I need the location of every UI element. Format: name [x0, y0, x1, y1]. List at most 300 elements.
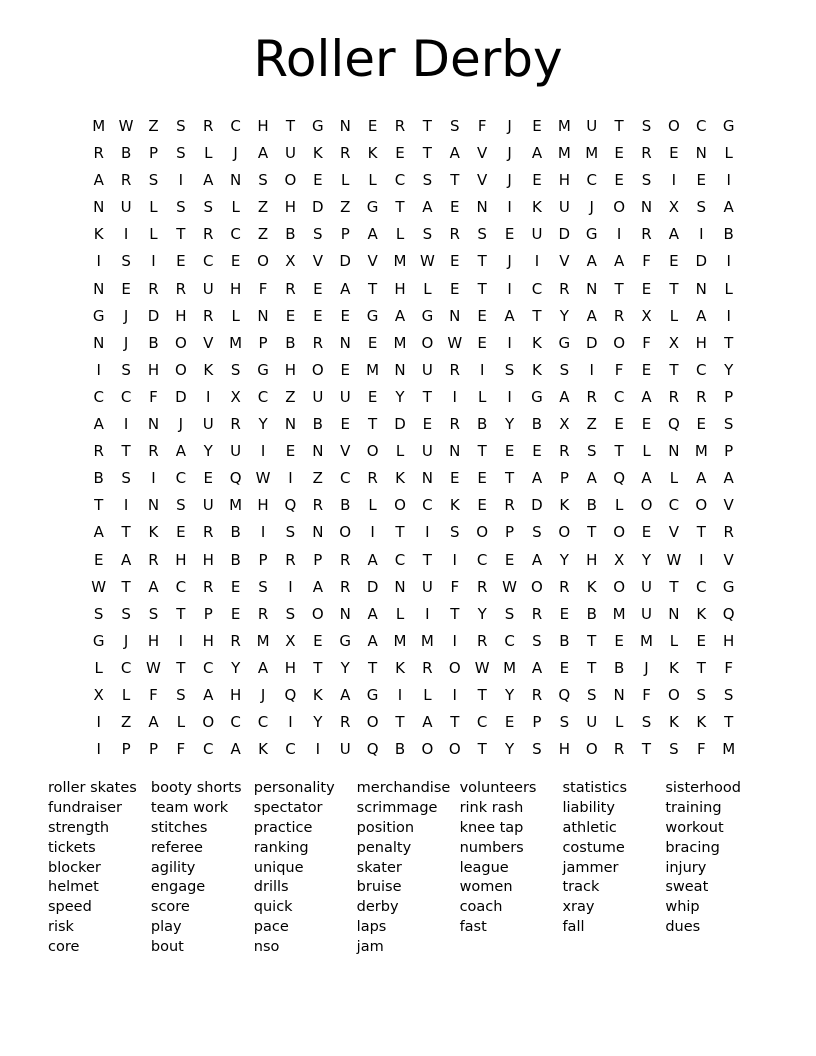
grid-letter: T: [285, 117, 296, 135]
grid-letter: T: [121, 523, 131, 542]
grid-letter: A: [531, 658, 543, 677]
grid-letter: F: [149, 387, 158, 406]
grid-letter: I: [288, 577, 293, 596]
grid-letter: Q: [722, 604, 735, 623]
grid-letter: I: [288, 469, 293, 488]
grid-letter: A: [340, 279, 351, 298]
grid-letter: X: [230, 387, 241, 406]
grid-letter: Z: [148, 117, 159, 135]
grid-letter: E: [532, 442, 542, 461]
grid-letter: R: [394, 117, 406, 135]
grid-letter: L: [614, 713, 624, 732]
grid-letter: C: [504, 631, 515, 650]
grid-letter: N: [93, 198, 105, 217]
grid-letter: I: [534, 252, 540, 271]
grid-letter: T: [477, 740, 487, 759]
grid-letter: A: [257, 658, 269, 677]
grid-letter: T: [724, 333, 734, 352]
grid-letter: T: [587, 658, 597, 677]
grid-letter: H: [586, 550, 598, 569]
grid-letter: B: [285, 333, 296, 352]
grid-letter: R: [641, 144, 652, 163]
grid-letter: P: [203, 604, 213, 623]
grid-letter: R: [339, 144, 351, 163]
grid-letter: R: [312, 496, 324, 515]
grid-letter: O: [174, 333, 187, 352]
grid-letter: L: [149, 225, 158, 244]
grid-letter: S: [422, 225, 433, 244]
grid-letter: A: [723, 469, 734, 488]
grid-letter: K: [696, 604, 707, 623]
grid-letter: E: [340, 306, 350, 325]
grid-letter: M: [557, 144, 571, 163]
grid-letter: H: [230, 685, 242, 704]
grid-letter: I: [178, 171, 184, 190]
grid-letter: I: [507, 279, 512, 298]
grid-letter: G: [257, 360, 269, 379]
grid-letter: O: [640, 496, 653, 515]
grid-letter: U: [339, 740, 351, 759]
grid-letter: W: [447, 333, 463, 352]
grid-letter: X: [285, 252, 296, 271]
grid-letter: C: [394, 550, 406, 569]
grid-letter: X: [668, 333, 680, 352]
grid-letter: T: [614, 442, 624, 461]
grid-letter: I: [96, 360, 101, 379]
grid-letter: C: [696, 577, 707, 596]
grid-letter: S: [93, 604, 104, 623]
grid-letter: S: [148, 604, 159, 623]
grid-letter: Y: [641, 550, 652, 569]
grid-letter: L: [724, 279, 733, 298]
grid-letter: B: [613, 658, 625, 677]
grid-letter: U: [312, 387, 324, 406]
word-list-item: athletic: [562, 819, 617, 836]
grid-letter: A: [203, 685, 214, 704]
grid-letter: H: [394, 279, 406, 298]
grid-letter: I: [260, 523, 266, 542]
grid-letter: S: [532, 740, 542, 759]
grid-letter: P: [258, 550, 268, 569]
grid-letter: T: [450, 171, 460, 190]
grid-letter: C: [696, 360, 707, 379]
grid-letter: H: [284, 198, 297, 217]
grid-letter: I: [452, 387, 457, 406]
grid-letter: R: [93, 144, 104, 163]
grid-letter: T: [477, 252, 487, 271]
grid-letter: R: [203, 306, 214, 325]
grid-letter: A: [367, 631, 378, 650]
grid-letter: I: [151, 469, 156, 488]
grid-letter: E: [313, 171, 323, 190]
grid-letter: A: [257, 144, 269, 163]
grid-letter: U: [641, 604, 652, 623]
word-list-item: quick: [253, 899, 293, 916]
grid-letter: C: [203, 740, 214, 759]
word-list-item: stitches: [150, 819, 208, 836]
grid-letter: L: [642, 442, 651, 461]
grid-letter: V: [367, 252, 378, 271]
grid-letter: N: [449, 442, 461, 461]
grid-letter: O: [531, 577, 543, 596]
grid-letter: K: [532, 333, 542, 352]
grid-letter: E: [504, 713, 515, 732]
grid-letter: A: [641, 387, 652, 406]
word-list-item: [665, 938, 768, 958]
grid-letter: L: [724, 144, 733, 163]
grid-letter: T: [477, 279, 487, 298]
grid-letter: Y: [203, 442, 213, 461]
grid-letter: K: [148, 523, 159, 542]
grid-letter: A: [696, 469, 707, 488]
word-list-item: volunteers: [459, 780, 537, 796]
grid-letter: Y: [504, 740, 515, 759]
grid-letter: C: [476, 550, 488, 569]
word-list-item: nso: [253, 939, 280, 956]
word-list-item: [562, 938, 665, 958]
grid-letter: X: [559, 415, 570, 434]
grid-letter: T: [368, 279, 378, 298]
grid-letter: R: [230, 415, 241, 434]
grid-letter: R: [93, 442, 104, 461]
grid-letter: N: [449, 306, 461, 325]
word-list-item: engage: [150, 879, 206, 896]
grid-letter: K: [312, 685, 323, 704]
grid-letter: S: [669, 740, 679, 759]
word-list-item: fall: [562, 919, 585, 936]
word-list-item: merchandise: [356, 780, 451, 796]
grid-letter: Y: [559, 306, 569, 325]
grid-letter: K: [532, 360, 542, 379]
grid-letter: E: [313, 631, 323, 650]
grid-letter: D: [695, 252, 708, 271]
grid-letter: N: [640, 198, 653, 217]
grid-letter: D: [175, 387, 187, 406]
grid-letter: N: [93, 333, 105, 352]
grid-letter: N: [230, 171, 242, 190]
grid-letter: L: [94, 658, 103, 677]
word-list-item: referee: [150, 839, 203, 856]
grid-letter: N: [476, 198, 488, 217]
grid-letter: E: [504, 442, 515, 461]
grid-letter: Q: [284, 685, 297, 704]
grid-letter: O: [311, 360, 324, 379]
grid-letter: E: [532, 171, 542, 190]
grid-letter: I: [507, 387, 512, 406]
word-list-item: drills: [253, 879, 289, 896]
grid-letter: U: [284, 144, 296, 163]
word-list-item: derby: [356, 899, 399, 916]
grid-letter: E: [532, 117, 542, 135]
word-list-item: bracing: [665, 839, 720, 856]
grid-letter: I: [315, 740, 321, 759]
grid-letter: S: [559, 713, 570, 732]
grid-letter: R: [586, 387, 597, 406]
grid-letter: R: [367, 469, 378, 488]
grid-letter: V: [668, 523, 680, 542]
grid-letter: A: [586, 469, 597, 488]
grid-letter: L: [121, 685, 131, 704]
grid-letter: S: [641, 171, 652, 190]
grid-letter: H: [558, 171, 570, 190]
grid-letter: U: [202, 496, 214, 515]
grid-letter: E: [641, 415, 652, 434]
grid-letter: K: [449, 496, 460, 515]
grid-letter: F: [149, 685, 158, 704]
word-list-item: fundraiser: [48, 799, 123, 816]
grid-letter: K: [93, 225, 104, 244]
grid-letter: C: [394, 171, 406, 190]
grid-letter: H: [695, 333, 707, 352]
grid-letter: E: [230, 604, 241, 623]
word-list-item: knee tap: [459, 819, 524, 836]
grid-letter: B: [340, 496, 351, 515]
grid-letter: T: [395, 713, 405, 732]
grid-letter: O: [695, 496, 708, 515]
grid-letter: E: [176, 252, 186, 271]
word-list-item: coach: [459, 899, 503, 916]
grid-letter: E: [641, 279, 652, 298]
grid-letter: M: [393, 333, 407, 352]
word-list-item: pace: [253, 919, 289, 936]
grid-letter: S: [176, 496, 186, 515]
grid-letter: A: [613, 252, 625, 271]
grid-letter: O: [366, 713, 379, 732]
grid-letter: F: [696, 740, 706, 759]
grid-letter: G: [421, 306, 434, 325]
grid-letter: V: [340, 442, 351, 461]
grid-letter: A: [230, 740, 241, 759]
grid-letter: R: [696, 387, 707, 406]
grid-letter: T: [669, 360, 679, 379]
word-list-item: tickets: [48, 839, 96, 856]
grid-letter: E: [285, 306, 296, 325]
grid-letter: E: [203, 469, 213, 488]
grid-letter: T: [587, 631, 597, 650]
letter-grid: [85, 113, 742, 763]
grid-letter: S: [504, 604, 515, 623]
grid-letter: S: [696, 198, 707, 217]
grid-letter: I: [96, 713, 101, 732]
grid-letter: R: [449, 225, 460, 244]
word-list-item: risk: [48, 919, 74, 936]
grid-letter: P: [313, 550, 323, 569]
grid-letter: E: [450, 279, 460, 298]
grid-letter: Z: [340, 198, 351, 217]
grid-letter: H: [284, 360, 297, 379]
grid-letter: E: [450, 252, 460, 271]
grid-letter: S: [121, 252, 131, 271]
grid-letter: B: [477, 415, 488, 434]
grid-letter: L: [423, 685, 432, 704]
grid-letter: F: [642, 333, 651, 352]
grid-letter: O: [667, 117, 680, 135]
grid-letter: F: [176, 740, 186, 759]
grid-letter: K: [696, 713, 707, 732]
grid-letter: R: [723, 523, 734, 542]
grid-letter: A: [723, 198, 734, 217]
grid-letter: Y: [504, 415, 515, 434]
grid-letter: A: [120, 550, 132, 569]
grid-letter: Y: [395, 387, 405, 406]
grid-letter: L: [614, 496, 624, 515]
grid-letter: J: [260, 685, 266, 704]
grid-letter: M: [229, 496, 243, 515]
grid-letter: R: [203, 577, 214, 596]
grid-letter: M: [585, 144, 599, 163]
grid-letter: R: [312, 333, 324, 352]
grid-letter: A: [449, 144, 460, 163]
grid-letter: X: [285, 631, 296, 650]
grid-letter: T: [422, 144, 432, 163]
grid-letter: P: [505, 523, 515, 542]
grid-letter: C: [339, 469, 351, 488]
grid-letter: N: [668, 442, 680, 461]
grid-letter: W: [255, 469, 271, 488]
grid-letter: C: [422, 496, 433, 515]
grid-letter: R: [641, 225, 652, 244]
word-list-item: speed: [48, 899, 92, 916]
grid-letter: F: [642, 685, 651, 704]
grid-letter: R: [449, 415, 460, 434]
word-list-item: strength: [48, 819, 110, 836]
grid-letter: N: [93, 279, 105, 298]
grid-letter: X: [668, 198, 680, 217]
word-list-item: unique: [253, 859, 304, 876]
grid-letter: M: [393, 631, 407, 650]
grid-letter: F: [258, 279, 268, 298]
grid-letter: L: [423, 279, 432, 298]
grid-letter: S: [504, 360, 515, 379]
grid-letter: T: [669, 279, 679, 298]
grid-letter: M: [256, 631, 270, 650]
grid-letter: L: [669, 631, 679, 650]
grid-letter: M: [694, 442, 708, 461]
grid-letter: T: [504, 469, 515, 488]
grid-letter: I: [96, 252, 101, 271]
grid-letter: B: [285, 225, 296, 244]
word-list-item: workout: [665, 819, 724, 836]
grid-letter: E: [230, 252, 241, 271]
grid-letter: E: [504, 550, 515, 569]
grid-letter: Z: [312, 469, 323, 488]
word-list-item: score: [150, 899, 190, 916]
word-list-item: personality: [253, 780, 335, 796]
word-list-item: bout: [150, 939, 184, 956]
grid-letter: S: [176, 198, 186, 217]
grid-letter: I: [425, 523, 430, 542]
word-list-item: helmet: [48, 879, 99, 896]
grid-letter: C: [175, 469, 187, 488]
grid-letter: W: [118, 117, 134, 135]
grid-letter: O: [667, 685, 680, 704]
word-list-item: laps: [356, 919, 387, 936]
grid-letter: P: [724, 387, 734, 406]
grid-letter: A: [531, 550, 543, 569]
grid-letter: O: [174, 360, 187, 379]
grid-letter: R: [559, 442, 570, 461]
grid-letter: A: [586, 252, 597, 271]
grid-letter: O: [613, 523, 626, 542]
grid-letter: I: [699, 550, 704, 569]
grid-letter: I: [671, 171, 677, 190]
grid-letter: S: [586, 442, 597, 461]
grid-letter: H: [147, 360, 160, 379]
grid-letter: O: [311, 604, 324, 623]
grid-letter: O: [585, 740, 598, 759]
grid-letter: N: [668, 604, 680, 623]
grid-letter: L: [231, 198, 240, 217]
grid-letter: L: [341, 171, 350, 190]
grid-letter: R: [230, 631, 241, 650]
grid-letter: A: [93, 415, 104, 434]
grid-letter: H: [257, 117, 269, 135]
grid-letter: Q: [284, 496, 297, 515]
grid-letter: N: [284, 415, 297, 434]
grid-letter: E: [395, 144, 405, 163]
grid-letter: L: [395, 442, 405, 461]
grid-letter: O: [339, 523, 352, 542]
grid-letter: Y: [313, 713, 323, 732]
grid-letter: A: [312, 577, 323, 596]
grid-letter: H: [202, 550, 214, 569]
grid-letter: D: [366, 577, 379, 596]
grid-letter: O: [613, 333, 626, 352]
grid-letter: C: [230, 225, 241, 244]
grid-letter: E: [504, 225, 515, 244]
grid-letter: K: [668, 713, 679, 732]
grid-letter: K: [559, 496, 570, 515]
grid-letter: N: [586, 279, 598, 298]
grid-letter: O: [366, 442, 379, 461]
grid-letter: T: [641, 740, 652, 759]
word-list-item: agility: [150, 859, 196, 876]
grid-letter: X: [641, 306, 652, 325]
grid-letter: U: [421, 577, 433, 596]
grid-letter: U: [339, 387, 351, 406]
grid-letter: U: [531, 225, 543, 244]
grid-letter: E: [340, 415, 350, 434]
grid-letter: I: [370, 523, 375, 542]
grid-letter: A: [367, 604, 378, 623]
grid-letter: A: [668, 225, 680, 244]
grid-letter: M: [612, 604, 626, 623]
grid-letter: K: [395, 469, 405, 488]
grid-letter: N: [257, 306, 269, 325]
grid-letter: S: [477, 225, 487, 244]
grid-letter: Y: [724, 360, 734, 379]
word-list-item: training: [665, 799, 722, 816]
grid-letter: O: [394, 496, 406, 515]
grid-letter: C: [203, 658, 214, 677]
grid-letter: S: [176, 117, 186, 135]
grid-letter: A: [93, 171, 104, 190]
grid-letter: V: [203, 333, 214, 352]
grid-letter: N: [312, 442, 324, 461]
grid-letter: S: [532, 631, 542, 650]
grid-letter: R: [257, 604, 269, 623]
grid-letter: R: [339, 577, 351, 596]
grid-letter: E: [614, 171, 624, 190]
grid-letter: B: [230, 523, 241, 542]
grid-letter: L: [477, 387, 487, 406]
grid-letter: E: [614, 415, 624, 434]
grid-letter: Y: [477, 604, 487, 623]
grid-letter: T: [313, 658, 323, 677]
grid-letter: Z: [285, 387, 296, 406]
grid-letter: H: [202, 631, 214, 650]
grid-letter: P: [258, 333, 268, 352]
